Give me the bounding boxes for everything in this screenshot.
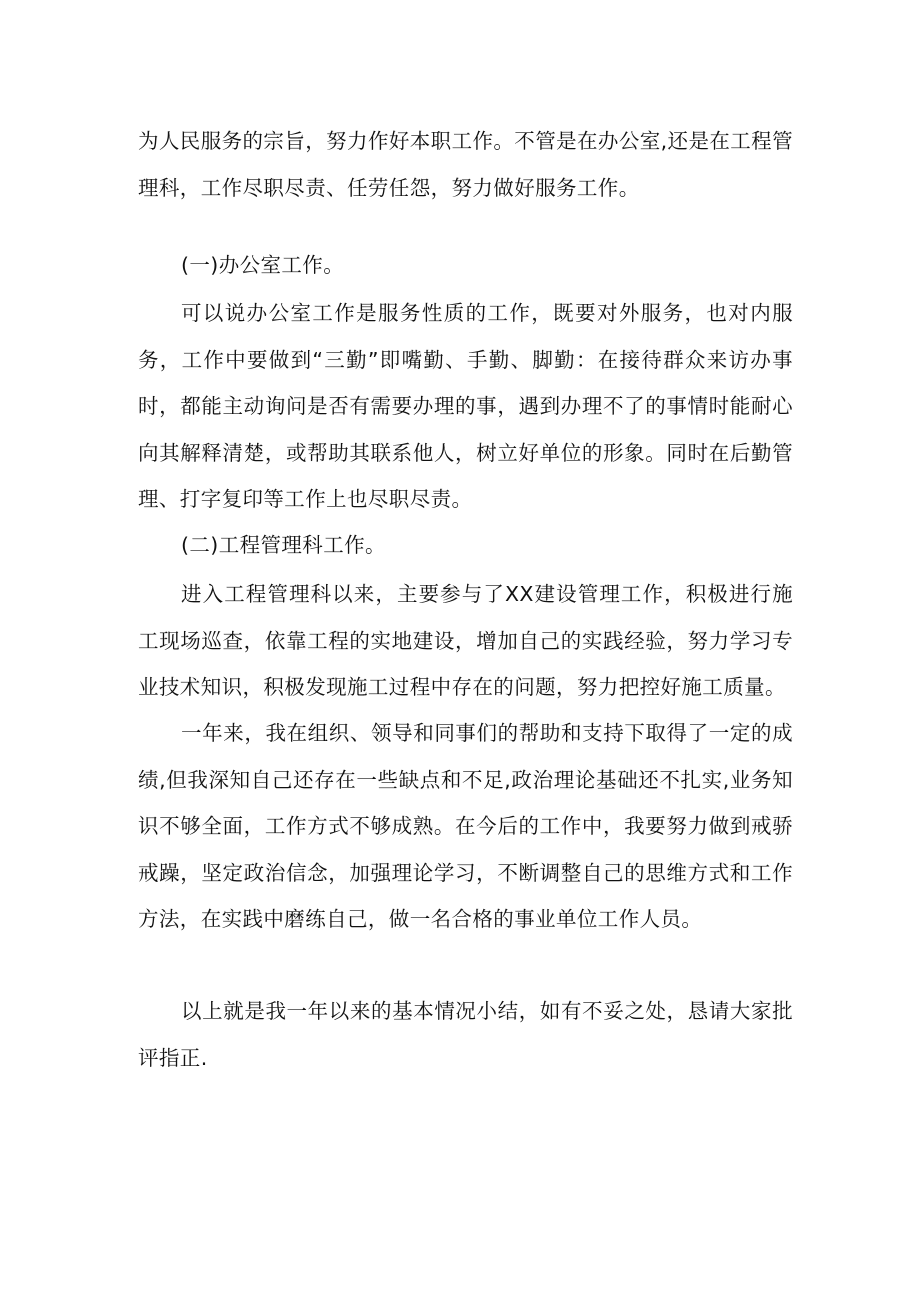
paragraph-engineering-work: 进入工程管理科以来，主要参与了XX建设管理工作，积极进行施工现场巡查，依靠工程的实地建设，增加自己的实践经验，努力学习专业技术知识，积极发现施工过程中存在的问题，努力把控好施工质量。 — [138, 582, 793, 699]
paragraph-year-review: 一年来，我在组织、领导和同事们的帮助和支持下取得了一定的成绩,但我深知自己还存在一些缺点和不足,政治理论基础还不扎实,业务知识不够全面，工作方式不够成熟。在今后的工作中，我要努力做到戒骄戒躁，坚定政治信念，加强理论学习，不断调整自己的思维方式和工作方法，在实践中磨练自己，做一名合格的事业单位工作人员。 — [138, 721, 793, 931]
paragraph-office-work: 可以说办公室工作是服务性质的工作，既要对外服务，也对内服务，工作中要做到“三勤”即嘴勤、手勤、脚勤：在接待群众来访办事时，都能主动询问是否有需要办理的事，遇到办理不了的事情时能耐心向其解释清楚，或帮助其联系他人，树立好单位的形象。同时在后勤管理、打字复印等工作上也尽职尽责。 — [138, 301, 793, 511]
section-heading-engineering-work: (二)工程管理科工作。 — [181, 533, 386, 557]
paragraph-service-purpose: 为人民服务的宗旨，努力作好本职工作。不管是在办公室,还是在工程管理科，工作尽职尽责、任劳任怨，努力做好服务工作。 — [138, 129, 793, 200]
section-heading-office-work: (一)办公室工作。 — [181, 253, 345, 277]
paragraph-conclusion: 以上就是我一年以来的基本情况小结，如有不妥之处，恳请大家批评指正. — [138, 999, 793, 1070]
